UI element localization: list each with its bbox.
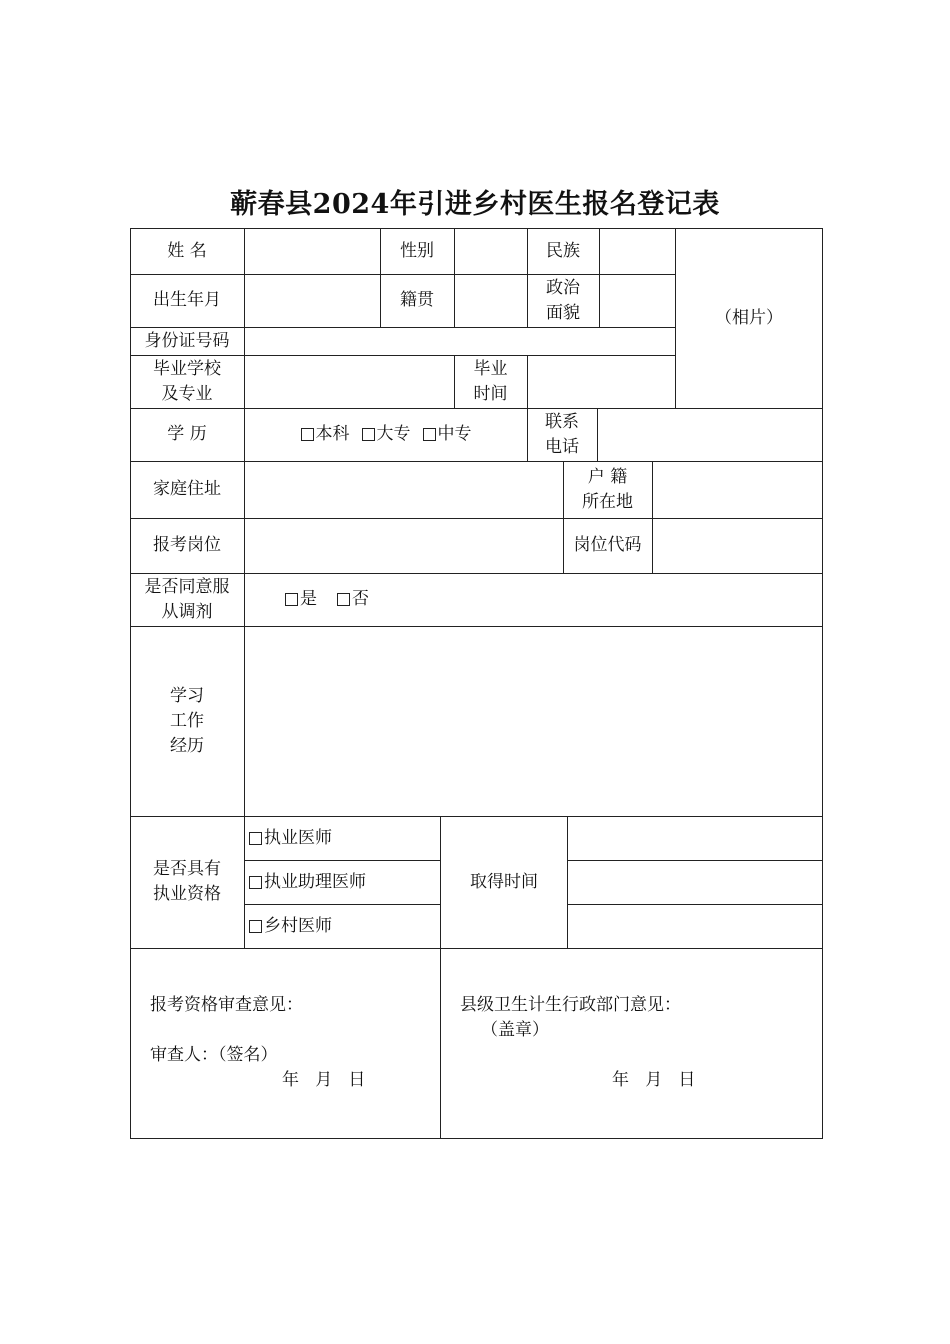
- qualification-option-assistant[interactable]: [245, 860, 440, 904]
- birth-label: 出生年月: [153, 290, 221, 310]
- education-option-secondary[interactable]: [423, 422, 472, 447]
- qualification-label-line2: 执业资格: [153, 884, 221, 904]
- adjust-label-line2: 从调剂: [161, 601, 213, 622]
- photo-area[interactable]: [676, 228, 822, 408]
- name-field[interactable]: [245, 228, 380, 274]
- political-label: [527, 274, 599, 327]
- position-field[interactable]: [245, 518, 563, 573]
- grad-time-field[interactable]: [528, 355, 675, 408]
- position-code-label: 岗位代码: [573, 535, 642, 555]
- review-date-label: 年 月 日: [282, 1070, 366, 1090]
- checkbox-icon: [337, 593, 350, 606]
- position-label: 报考岗位: [153, 535, 221, 555]
- contact-label-line2: 电话: [545, 436, 579, 457]
- county-opinion-section[interactable]: [441, 949, 822, 1138]
- obtain-time-field-2[interactable]: [568, 860, 822, 904]
- hukou-field[interactable]: [653, 461, 822, 518]
- grad-time-label-line2: 时间: [473, 383, 508, 404]
- stamp-label: （盖章）: [481, 1020, 549, 1040]
- obtain-time-label: 取得时间: [470, 871, 538, 892]
- school-label: [130, 355, 244, 408]
- education-label: 学 历: [167, 424, 207, 444]
- adjust-label-line1: 是否同意服: [144, 576, 230, 597]
- work-history-label: [130, 626, 244, 816]
- education-options: [245, 408, 527, 461]
- checkbox-icon: [301, 428, 314, 441]
- birth-field[interactable]: [245, 274, 380, 327]
- hukou-label: [563, 461, 652, 518]
- option-label: 是: [300, 589, 317, 609]
- political-label-line1: 政治: [546, 277, 580, 298]
- checkbox-icon: [423, 428, 436, 441]
- obtain-time-field-1[interactable]: [568, 816, 822, 860]
- address-label: 家庭住址: [153, 479, 221, 499]
- qualification-label-line1: 是否具有: [153, 859, 221, 879]
- hukou-label-line2: 所在地: [582, 491, 633, 512]
- school-label-line1: 毕业学校: [153, 358, 221, 379]
- qualification-option-practicing[interactable]: [245, 816, 440, 860]
- county-opinion-title: 县级卫生计生行政部门意见：: [460, 995, 681, 1015]
- reviewer-signature-label: 审查人：（签名）: [150, 1045, 278, 1065]
- ethnicity-label: 民族: [546, 240, 580, 261]
- review-opinion-title: 报考资格审查意见：: [150, 995, 303, 1015]
- qualification-option-village[interactable]: [245, 904, 440, 948]
- form-title: 蕲春县2024年引进乡村医生报名登记表: [230, 189, 720, 220]
- photo-label: （相片）: [715, 307, 783, 328]
- checkbox-icon: [285, 593, 298, 606]
- native-place-field[interactable]: [455, 274, 527, 327]
- work-history-field[interactable]: [245, 627, 822, 816]
- work-label-line2: 工作: [170, 710, 204, 731]
- work-label-line1: 学习: [170, 685, 204, 706]
- gender-field[interactable]: [455, 228, 527, 274]
- option-label: 执业助理医师: [264, 871, 366, 892]
- checkbox-icon: [249, 876, 262, 889]
- grad-time-label-line1: 毕业: [473, 358, 508, 379]
- id-number-label: 身份证号码: [144, 330, 230, 351]
- contact-label-line1: 联系: [545, 411, 579, 432]
- option-label: 否: [352, 589, 369, 609]
- checkbox-icon: [362, 428, 375, 441]
- checkbox-icon: [249, 832, 262, 845]
- position-code-field[interactable]: [653, 518, 822, 573]
- adjust-option-yes[interactable]: [285, 587, 317, 612]
- county-date-label: 年 月 日: [612, 1070, 696, 1090]
- qualification-label: [130, 816, 244, 948]
- hukou-label-line1: 户 籍: [587, 466, 628, 487]
- name-label: 姓 名: [167, 240, 207, 261]
- adjust-options: [245, 573, 822, 626]
- school-field[interactable]: [245, 355, 454, 408]
- option-label: 执业医师: [264, 827, 332, 848]
- education-option-college[interactable]: [362, 422, 411, 447]
- adjust-option-no[interactable]: [337, 587, 369, 612]
- work-label-line3: 经历: [170, 735, 204, 756]
- grad-time-label: [454, 355, 527, 408]
- contact-field[interactable]: [598, 408, 822, 461]
- checkbox-icon: [249, 920, 262, 933]
- option-label: 本科: [315, 424, 350, 444]
- option-label: 中专: [437, 424, 472, 444]
- contact-label: [527, 408, 597, 461]
- native-place-label: 籍贯: [400, 290, 434, 310]
- address-field[interactable]: [245, 461, 563, 518]
- id-number-field[interactable]: [245, 327, 675, 355]
- political-field[interactable]: [600, 274, 675, 327]
- political-label-line2: 面貌: [546, 302, 580, 323]
- education-option-bachelor[interactable]: [301, 422, 350, 447]
- gender-label: 性别: [400, 240, 434, 261]
- adjust-label: [130, 573, 244, 626]
- option-label: 乡村医师: [264, 915, 332, 936]
- obtain-time-field-3[interactable]: [568, 904, 822, 948]
- school-label-line2: 及专业: [161, 383, 213, 404]
- option-label: 大专: [376, 424, 411, 444]
- ethnicity-field[interactable]: [600, 228, 675, 274]
